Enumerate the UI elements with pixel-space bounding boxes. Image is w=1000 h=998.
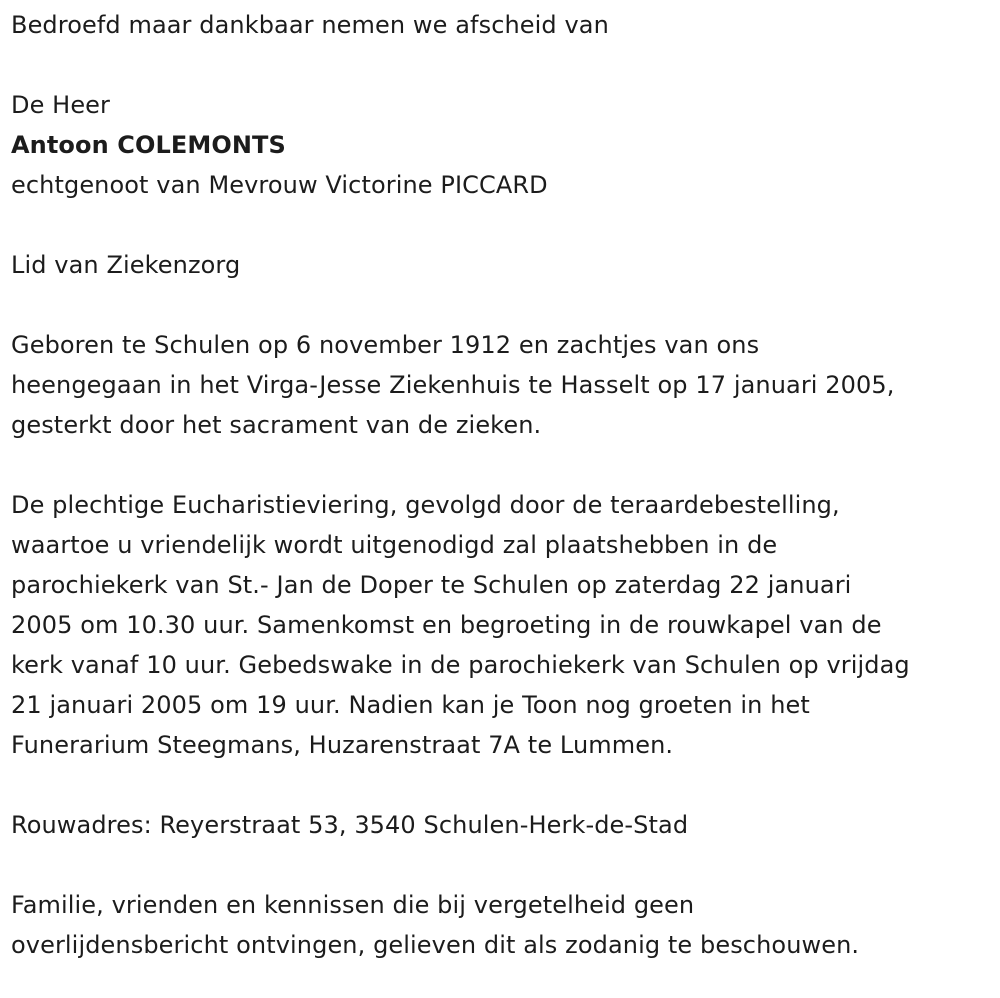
spacer	[11, 445, 996, 485]
membership-line: Lid van Ziekenzorg	[11, 251, 241, 279]
paragraph-line: 21 januari 2005 om 19 uur. Nadien kan je Toon nog groeten in het	[11, 691, 810, 719]
closing-paragraph	[11, 885, 996, 965]
paragraph-line: De plechtige Eucharistieviering, gevolgd door de teraardebestelling,	[11, 491, 840, 519]
spacer	[11, 845, 996, 885]
obituary-document	[11, 5, 996, 965]
spacer	[11, 45, 996, 85]
intro-line: Bedroefd maar dankbaar nemen we afscheid van	[11, 11, 609, 39]
spouse-line: echtgenoot van Mevrouw Victorine PICCARD	[11, 171, 548, 199]
paragraph-line: Familie, vrienden en kennissen die bij vergetelheid geen	[11, 891, 695, 919]
paragraph-line: Funerarium Steegmans, Huzarenstraat 7A te Lummen.	[11, 731, 674, 759]
paragraph-line: Geboren te Schulen op 6 november 1912 en zachtjes van ons	[11, 331, 760, 359]
paragraph-line: 2005 om 10.30 uur. Samenkomst en begroeting in de rouwkapel van de	[11, 611, 882, 639]
paragraph-line: heengegaan in het Virga-Jesse Ziekenhuis te Hasselt op 17 januari 2005,	[11, 371, 895, 399]
birth-death-paragraph	[11, 325, 996, 445]
ceremony-paragraph	[11, 485, 996, 765]
paragraph-line: kerk vanaf 10 uur. Gebedswake in de parochiekerk van Schulen op vrijdag	[11, 651, 910, 679]
paragraph-line: gesterkt door het sacrament van de zieken.	[11, 411, 542, 439]
paragraph-line: waartoe u vriendelijk wordt uitgenodigd zal plaatshebben in de	[11, 531, 778, 559]
spacer	[11, 765, 996, 805]
mourning-address: Rouwadres: Reyerstraat 53, 3540 Schulen-Herk-de-Stad	[11, 811, 689, 839]
spacer	[11, 285, 996, 325]
paragraph-line: parochiekerk van St.- Jan de Doper te Schulen op zaterdag 22 januari	[11, 571, 852, 599]
paragraph-line: overlijdensbericht ontvingen, gelieven dit als zodanig te beschouwen.	[11, 931, 860, 959]
spacer	[11, 205, 996, 245]
deceased-name: Antoon COLEMONTS	[11, 131, 286, 159]
honorific: De Heer	[11, 91, 111, 119]
